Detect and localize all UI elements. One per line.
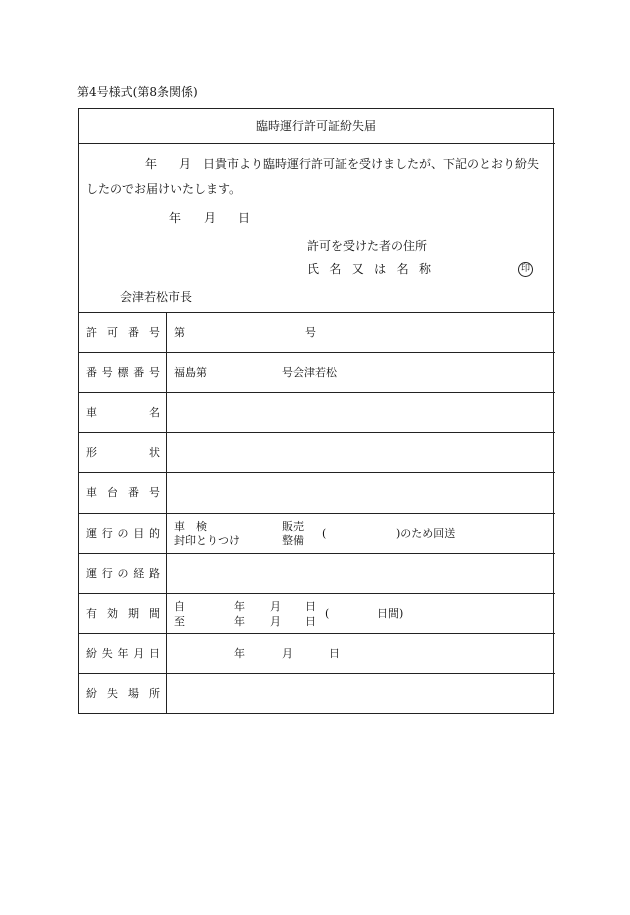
validity-to-year: 年 — [234, 615, 245, 628]
row-divider — [78, 593, 555, 594]
row-label-route: 運 行 の 経 路 — [86, 567, 160, 580]
seal-mark: 印 — [518, 262, 533, 277]
loss-day: 日 — [329, 647, 340, 660]
validity-from: 自 — [174, 600, 185, 613]
submit-month: 月 — [204, 211, 217, 225]
row-divider — [78, 432, 555, 433]
intro-month: 月 — [179, 157, 192, 171]
row-label-shape: 形 状 — [86, 446, 160, 459]
purpose-fuuin: 封印とりつけ — [174, 534, 240, 547]
validity-days: 日間) — [377, 607, 404, 620]
row-label-loss-date: 紛 失 年 月 日 — [86, 647, 160, 660]
validity-from-day: 日 — [305, 600, 316, 613]
submit-year: 年 — [169, 211, 182, 225]
validity-from-month: 月 — [270, 600, 281, 613]
purpose-seibi: 整備 — [282, 534, 304, 547]
purpose-open-paren: ( — [322, 527, 327, 540]
validity-from-year: 年 — [234, 600, 245, 613]
table-top-divider — [78, 312, 555, 313]
addressee: 会津若松市長 — [120, 290, 193, 304]
permit-go: 号 — [305, 326, 316, 339]
applicant-name-label: 氏 名 又 は 名 称 — [307, 262, 431, 276]
title-divider — [78, 143, 555, 144]
form-title: 臨時運行許可証紛失届 — [255, 119, 376, 133]
purpose-shaken: 車 検 — [174, 520, 207, 533]
form-number: 第4号様式(第8条関係) — [77, 85, 198, 99]
plate-prefix: 福島第 — [174, 366, 207, 379]
validity-to-month: 月 — [270, 615, 281, 628]
loss-year: 年 — [234, 647, 245, 660]
plate-suffix: 号会津若松 — [282, 366, 337, 379]
intro-text-line2: したのでお届けいたします。 — [86, 182, 242, 196]
row-divider — [78, 673, 555, 674]
row-divider — [78, 352, 555, 353]
row-divider — [78, 472, 555, 473]
row-divider — [78, 633, 555, 634]
submit-day: 日 — [238, 211, 251, 225]
loss-month: 月 — [282, 647, 293, 660]
row-label-purpose: 運 行 の 目 的 — [86, 527, 160, 540]
purpose-suffix: )のため回送 — [396, 527, 456, 540]
validity-open-paren: ( — [325, 607, 330, 620]
label-column-divider — [166, 312, 167, 714]
validity-to-day: 日 — [305, 615, 316, 628]
row-divider — [78, 513, 555, 514]
row-label-loss-place: 紛 失 場 所 — [86, 687, 160, 700]
row-label-plate-number: 番 号 標 番 号 — [86, 366, 160, 379]
row-divider — [78, 392, 555, 393]
intro-year: 年 — [145, 157, 158, 171]
purpose-hanbai: 販売 — [282, 520, 304, 533]
row-divider — [78, 553, 555, 554]
applicant-address-label: 許可を受けた者の住所 — [307, 239, 428, 253]
permit-dai: 第 — [174, 326, 185, 339]
row-label-vehicle-name: 車 名 — [86, 406, 160, 419]
row-label-validity: 有 効 期 間 — [86, 607, 160, 620]
row-label-chassis-number: 車 台 番 号 — [86, 486, 160, 499]
intro-text-line1: 日貴市より臨時運行許可証を受けましたが、下記のとおり紛失 — [203, 157, 540, 171]
row-label-permit-number: 許 可 番 号 — [86, 326, 160, 339]
validity-to: 至 — [174, 615, 185, 628]
